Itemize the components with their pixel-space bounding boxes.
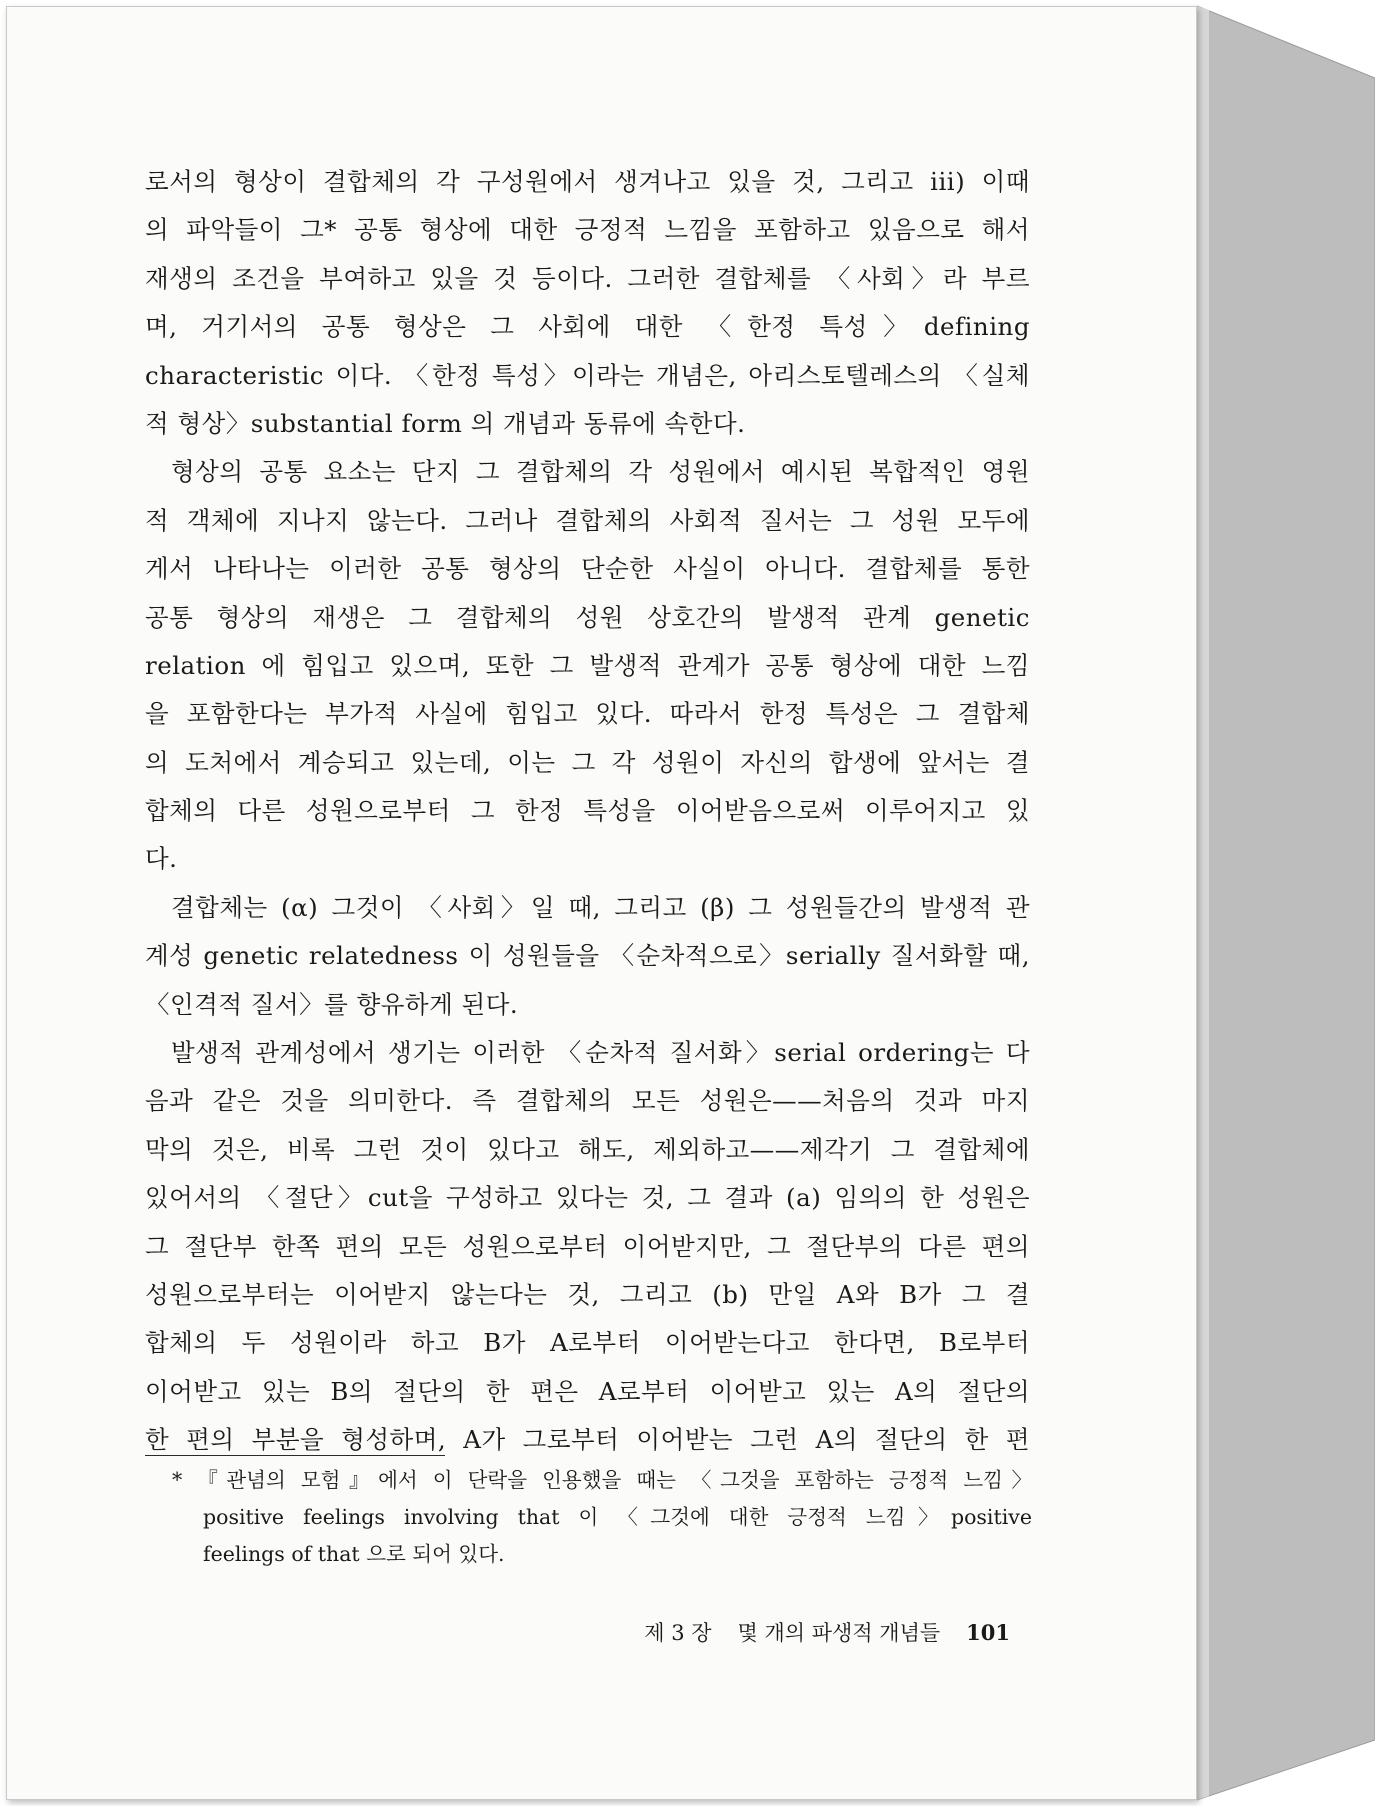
text-line: 합체의 두 성원이라 하고 B가 A로부터 이어받는다고 한다면, B로부터 bbox=[145, 1328, 1030, 1358]
text-line: 적 형상〉substantial form 의 개념과 동류에 속한다. bbox=[145, 408, 746, 438]
text-line: characteristic 이다. 〈한정 특성〉이라는 개념은, 아리스토텔레스의 〈실체 bbox=[145, 360, 1030, 390]
text-line: 공통 형상의 재생은 그 결합체의 성원 상호간의 발생적 관계 genetic bbox=[145, 602, 1030, 632]
text-line: 을 포함한다는 부가적 사실에 힘입고 있다. 따라서 한정 특성은 그 결합체 bbox=[145, 699, 1030, 729]
text-line: relation 에 힘입고 있으며, 또한 그 발생적 관계가 공통 형상에 대한 느낌 bbox=[145, 650, 1030, 680]
text-line: 재생의 조건을 부여하고 있을 것 등이다. 그러한 결합체를 〈사회〉라 부르 bbox=[145, 263, 1030, 293]
body-text bbox=[145, 158, 1030, 1465]
text-line: 이어받고 있는 B의 절단의 한 편은 A로부터 이어받고 있는 A의 절단의 bbox=[145, 1376, 1030, 1406]
footnote-marker: * bbox=[172, 1468, 183, 1492]
footnote bbox=[172, 1462, 1032, 1573]
text-line: 로서의 형상이 결합체의 각 구성원에서 생겨나고 있을 것, 그리고 iii) 이때 bbox=[145, 167, 1030, 196]
text-line: 있어서의 〈절단〉cut을 구성하고 있다는 것, 그 결과 (a) 임의의 한 성원은 bbox=[145, 1183, 1030, 1213]
footnote-line bbox=[172, 1462, 1032, 1499]
text-line: 계성 genetic relatedness 이 성원들을 〈순차적으로〉serially 질서화할 때, bbox=[145, 941, 1030, 971]
text-line: 적 객체에 지나지 않는다. 그러나 결합체의 사회적 질서는 그 성원 모두에 bbox=[145, 505, 1030, 535]
text-line: 그 절단부 한쪽 편의 모든 성원으로부터 이어받지만, 그 절단부의 다른 편의 bbox=[145, 1231, 1030, 1261]
chapter-title: 몇 개의 파생적 개념들 bbox=[737, 1621, 941, 1645]
running-footer bbox=[580, 1616, 1010, 1650]
footnote-text: 『관념의 모험』에서 이 단락을 인용했을 때는 〈그것을 포함하는 긍정적 느낌〉 bbox=[197, 1468, 1032, 1492]
text-line: 의 파악들이 그* 공통 형상에 대한 긍정적 느낌을 포함하고 있음으로 해서 bbox=[145, 215, 1030, 245]
page-stack-shadow bbox=[1197, 0, 1375, 1806]
footnote-line: positive feelings involving that 이 〈그것에 대한 긍정적 느낌〉positive bbox=[203, 1505, 1032, 1529]
text-line: 의 도처에서 계승되고 있는데, 이는 그 각 성원이 자신의 합생에 앞서는 결 bbox=[145, 747, 1030, 777]
text-line: 게서 나타나는 이러한 공통 형상의 단순한 사실이 아니다. 결합체를 통한 bbox=[145, 554, 1030, 584]
page-number: 101 bbox=[966, 1620, 1010, 1645]
text-line: 다. bbox=[145, 844, 178, 874]
text-line: 합체의 다른 성원으로부터 그 한정 특성을 이어받음으로써 이루어지고 있 bbox=[145, 796, 1030, 826]
text-line: 성원으로부터는 이어받지 않는다는 것, 그리고 (b) 만일 A와 B가 그 결 bbox=[145, 1279, 1030, 1309]
text-line: 막의 것은, 비록 그런 것이 있다고 해도, 제외하고——제각기 그 결합체에 bbox=[145, 1134, 1030, 1164]
footnote-line: feelings of that 으로 되어 있다. bbox=[203, 1542, 505, 1566]
text-line: 며, 거기서의 공통 형상은 그 사회에 대한 〈한정 특성〉defining bbox=[145, 312, 1030, 342]
paragraph-first-line: 형상의 공통 요소는 단지 그 결합체의 각 성원에서 예시된 복합적인 영원 bbox=[171, 457, 1030, 487]
text-line: 음과 같은 것을 의미한다. 즉 결합체의 모든 성원은——처음의 것과 마지 bbox=[145, 1086, 1030, 1116]
footnote-divider bbox=[145, 1455, 445, 1456]
text-line: 〈인격적 질서〉를 향유하게 된다. bbox=[145, 989, 519, 1019]
paragraph-first-line: 발생적 관계성에서 생기는 이러한 〈순차적 질서화〉serial ordering는 다 bbox=[171, 1038, 1030, 1068]
text-line: 한 편의 부분을 형성하며, A가 그로부터 이어받는 그런 A의 절단의 한 편 bbox=[145, 1425, 1030, 1455]
chapter-label: 제 3 장 bbox=[644, 1621, 712, 1645]
paragraph-first-line: 결합체는 (α) 그것이 〈사회〉일 때, 그리고 (β) 그 성원들간의 발생적 관 bbox=[171, 892, 1030, 922]
book-page-edge bbox=[1197, 0, 1375, 1806]
